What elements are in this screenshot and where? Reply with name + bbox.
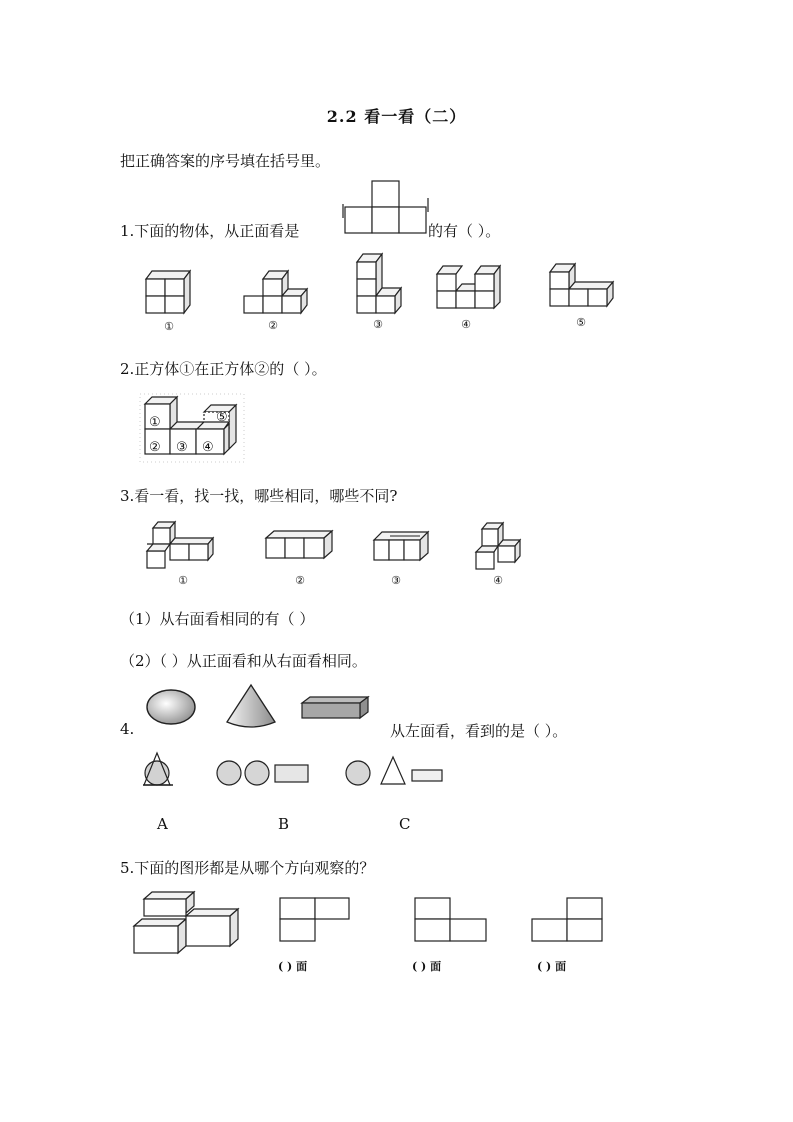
q4-sphere-figure — [144, 688, 200, 726]
q1-label-4: ④ — [461, 318, 471, 331]
page-title: 2.2 看一看（二） — [326, 107, 467, 126]
q1-label-5: ⑤ — [576, 316, 586, 329]
q2-cube-label-2: ② — [149, 440, 161, 455]
q2-cube-label-1: ① — [149, 415, 161, 430]
q3-sub1-text: （1）从右面看相同的有（ ） — [120, 610, 315, 628]
q1-option-1-figure — [140, 265, 200, 319]
q4-option-a-figure — [140, 750, 185, 790]
q3-label-4: ④ — [493, 574, 503, 587]
q1-option-4-figure — [433, 260, 508, 320]
q5-text: 5.下面的图形都是从哪个方向观察的？ — [120, 859, 375, 877]
q4-option-b-label: B — [278, 815, 290, 833]
q5-view-3-figure — [530, 896, 610, 946]
q4-number: 4. — [120, 720, 135, 738]
q3-option-4-figure — [472, 520, 527, 574]
q3-label-3: ③ — [391, 574, 401, 587]
q3-option-1-figure — [142, 518, 222, 574]
instruction-text: 把正确答案的序号填在括号里。 — [120, 152, 331, 170]
q4-box-figure — [298, 694, 373, 722]
q2-cube-label-3: ③ — [176, 440, 188, 455]
q1-label-1: ① — [164, 320, 174, 333]
q4-option-a-label: A — [157, 815, 168, 833]
q2-cube-label-4: ④ — [202, 440, 214, 455]
q5-solid-figure — [128, 888, 248, 958]
q5-view-1-figure — [278, 896, 353, 946]
q1-suffix: 的有（ ）。 — [428, 222, 501, 240]
q1-option-2-figure — [240, 265, 310, 319]
q1-option-3-figure — [352, 248, 412, 320]
q4-question-text: 从左面看，看到的是（ ）。 — [390, 722, 568, 740]
q3-option-2-figure — [262, 528, 337, 568]
q3-sub2-text: （2）（ ）从正面看和从右面看相同。 — [120, 652, 367, 670]
q1-front-view-figure — [342, 180, 432, 236]
q1-prefix: 1.下面的物体，从正面看是 — [120, 222, 300, 240]
q5-view-2-figure — [412, 896, 492, 946]
q4-option-b-figure — [212, 760, 312, 790]
q2-cube-label-5: ⑤ — [216, 410, 228, 425]
q5-blank-2: ( ) 面 — [412, 960, 442, 973]
q3-label-1: ① — [178, 574, 188, 587]
q4-option-c-label: C — [399, 815, 411, 833]
q5-blank-3: ( ) 面 — [537, 960, 567, 973]
q4-cone-figure — [222, 682, 282, 732]
q2-text: 2.正方体①在正方体②的（ ）。 — [120, 360, 327, 378]
q3-text: 3.看一看，找一找，哪些相同，哪些不同? — [120, 487, 398, 505]
q4-option-c-figure — [342, 754, 452, 788]
q1-label-3: ③ — [373, 318, 383, 331]
q1-label-2: ② — [268, 319, 278, 332]
q1-option-5-figure — [546, 258, 621, 310]
q5-blank-1: ( ) 面 — [278, 960, 308, 973]
q3-label-2: ② — [295, 574, 305, 587]
q3-option-3-figure — [370, 528, 435, 568]
